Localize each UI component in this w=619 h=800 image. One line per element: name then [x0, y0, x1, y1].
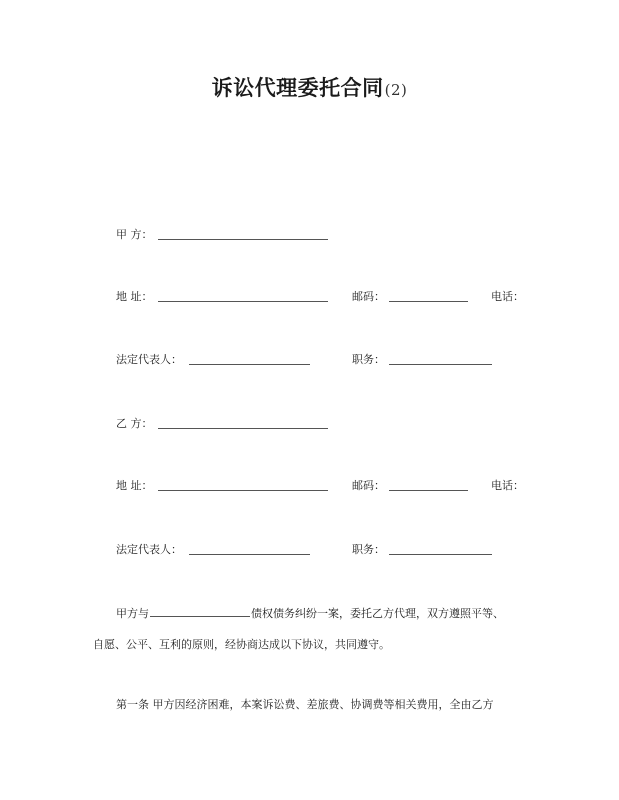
party-a-address-label: 地 址：	[116, 290, 153, 303]
party-a-row	[0, 226, 619, 246]
party-a-legal-rep-label: 法定代表人：	[116, 353, 182, 366]
party-b-phone-label: 电话：	[491, 479, 524, 492]
intro-paragraph-line1	[116, 604, 504, 621]
party-b-position-label: 职务：	[352, 543, 385, 556]
party-a-address-field[interactable]	[158, 301, 328, 302]
intro-suffix: 债权债务纠纷一案，委托乙方代理，双方遵照平等、	[251, 607, 504, 620]
party-a-legal-rep-row	[0, 351, 619, 371]
party-b-field[interactable]	[158, 428, 328, 429]
intro-prefix: 甲方与	[116, 607, 149, 620]
party-a-address-row	[0, 288, 619, 308]
party-a-postcode-field[interactable]	[389, 301, 468, 302]
party-b-postcode-label: 邮码：	[352, 479, 385, 492]
party-b-address-label: 地 址：	[116, 479, 153, 492]
party-a-position-field[interactable]	[389, 364, 492, 365]
intro-paragraph-line2: 自愿、公平、互利的原则，经协商达成以下协议，共同遵守。	[93, 638, 390, 651]
party-a-phone-label: 电话：	[491, 290, 524, 303]
party-b-legal-rep-field[interactable]	[189, 554, 310, 555]
party-b-address-row	[0, 477, 619, 497]
party-a-field[interactable]	[158, 239, 328, 240]
party-b-row	[0, 415, 619, 435]
party-a-legal-rep-field[interactable]	[189, 364, 310, 365]
party-a-postcode-label: 邮码：	[352, 290, 385, 303]
party-b-postcode-field[interactable]	[389, 490, 468, 491]
document-title	[0, 72, 619, 102]
party-a-position-label: 职务：	[352, 353, 385, 366]
party-b-label: 乙 方：	[116, 417, 153, 430]
party-b-position-field[interactable]	[389, 554, 492, 555]
party-b-legal-rep-label: 法定代表人：	[116, 543, 182, 556]
title-text: 诉讼代理委托合同	[211, 75, 384, 100]
title-suffix: (2)	[384, 81, 408, 99]
article-1: 第一条 甲方因经济困难，本案诉讼费、差旅费、协调费等相关费用，全由乙方	[116, 698, 494, 711]
party-b-legal-rep-row	[0, 541, 619, 561]
party-a-label: 甲 方：	[116, 228, 153, 241]
dispute-party-field[interactable]	[150, 604, 250, 617]
party-b-address-field[interactable]	[158, 490, 328, 491]
